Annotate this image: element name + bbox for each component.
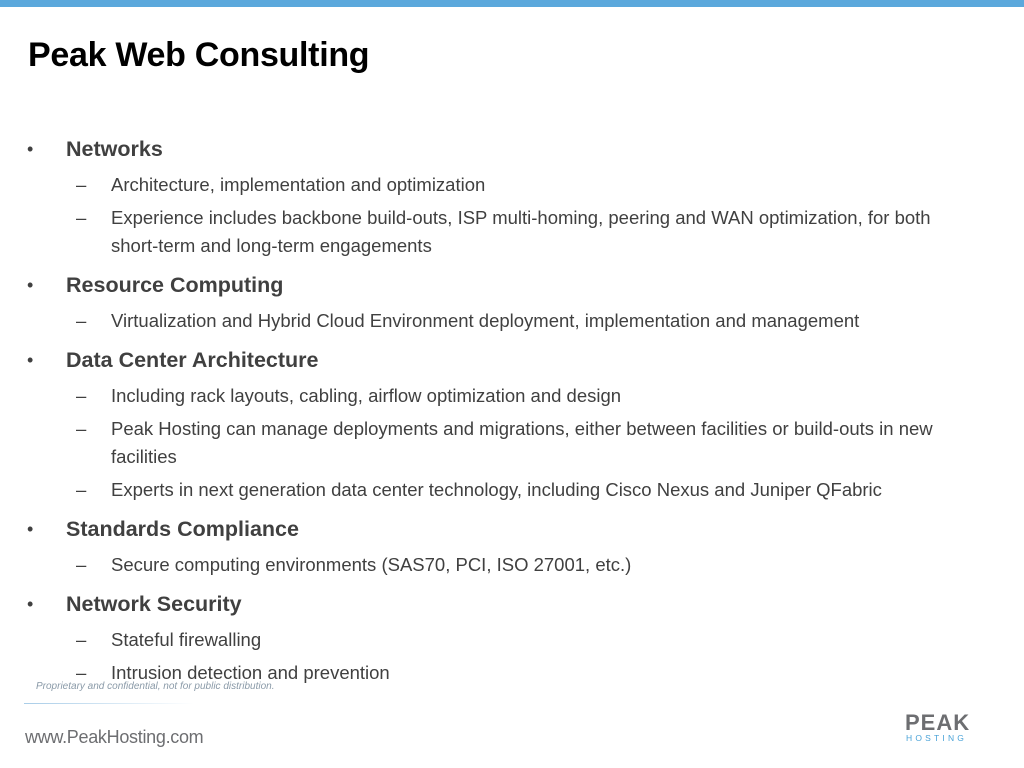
footer-divider [24, 703, 194, 704]
section-resource-computing [0, 268, 1000, 335]
sub-item [66, 415, 971, 471]
logo-tagline: HOSTING [906, 733, 968, 743]
dash-marker: – [76, 310, 87, 331]
sub-item [66, 307, 971, 335]
dash-marker: – [76, 207, 87, 228]
section-heading: Resource Computing [66, 273, 284, 297]
section-heading: Networks [66, 137, 163, 161]
sub-item-text: Experience includes backbone build-outs, ISP multi-homing, peering and WAN optimization, for both short-term and long-term engagements [111, 207, 931, 256]
top-accent-bar [0, 0, 1024, 7]
sub-item [66, 476, 971, 504]
section-network-security [0, 587, 1000, 687]
bullet-marker: • [27, 594, 34, 614]
sub-list [66, 171, 1000, 260]
section-heading: Network Security [66, 592, 242, 616]
bullet-marker: • [27, 350, 34, 370]
sub-item [66, 626, 971, 654]
section-heading: Data Center Architecture [66, 348, 319, 372]
peak-hosting-logo [905, 712, 975, 744]
footer-url: www.PeakHosting.com [25, 727, 204, 747]
sub-list [66, 626, 1000, 687]
dash-marker: – [76, 629, 87, 650]
dash-marker: – [76, 662, 87, 683]
sub-item-text: Secure computing environments (SAS70, PCI, ISO 27001, etc.) [111, 554, 632, 575]
dash-marker: – [76, 174, 87, 195]
dash-marker: – [76, 554, 87, 575]
logo-wordmark: PEAK [905, 710, 971, 735]
sub-item-text: Experts in next generation data center technology, including Cisco Nexus and Juniper QFabric [111, 479, 882, 500]
confidentiality-disclaimer: Proprietary and confidential, not for public distribution. [36, 681, 275, 692]
sub-list [66, 551, 1000, 579]
sub-item-text: Stateful firewalling [111, 629, 262, 650]
dash-marker: – [76, 479, 87, 500]
sub-item-text: Peak Hosting can manage deployments and migrations, either between facilities or build-outs in new facilities [111, 418, 933, 467]
sub-list [66, 382, 1000, 504]
dash-marker: – [76, 385, 87, 406]
section-data-center-architecture [0, 343, 1000, 504]
sub-item-text: Architecture, implementation and optimization [111, 174, 486, 195]
slide-title: Peak Web Consulting [28, 36, 370, 74]
sub-item-text: Intrusion detection and prevention [111, 662, 390, 683]
sub-list [66, 307, 1000, 335]
sub-item [66, 551, 971, 579]
bullet-marker: • [27, 139, 34, 159]
bullet-marker: • [27, 275, 34, 295]
sub-item [66, 204, 971, 260]
dash-marker: – [76, 418, 87, 439]
sub-item [66, 382, 971, 410]
bullet-list [0, 132, 1000, 687]
section-networks [0, 132, 1000, 260]
section-heading: Standards Compliance [66, 517, 299, 541]
bullet-marker: • [27, 519, 34, 539]
sub-item [66, 171, 971, 199]
sub-item-text: Virtualization and Hybrid Cloud Environment deployment, implementation and management [111, 310, 860, 331]
sub-item-text: Including rack layouts, cabling, airflow optimization and design [111, 385, 622, 406]
section-standards-compliance [0, 512, 1000, 579]
